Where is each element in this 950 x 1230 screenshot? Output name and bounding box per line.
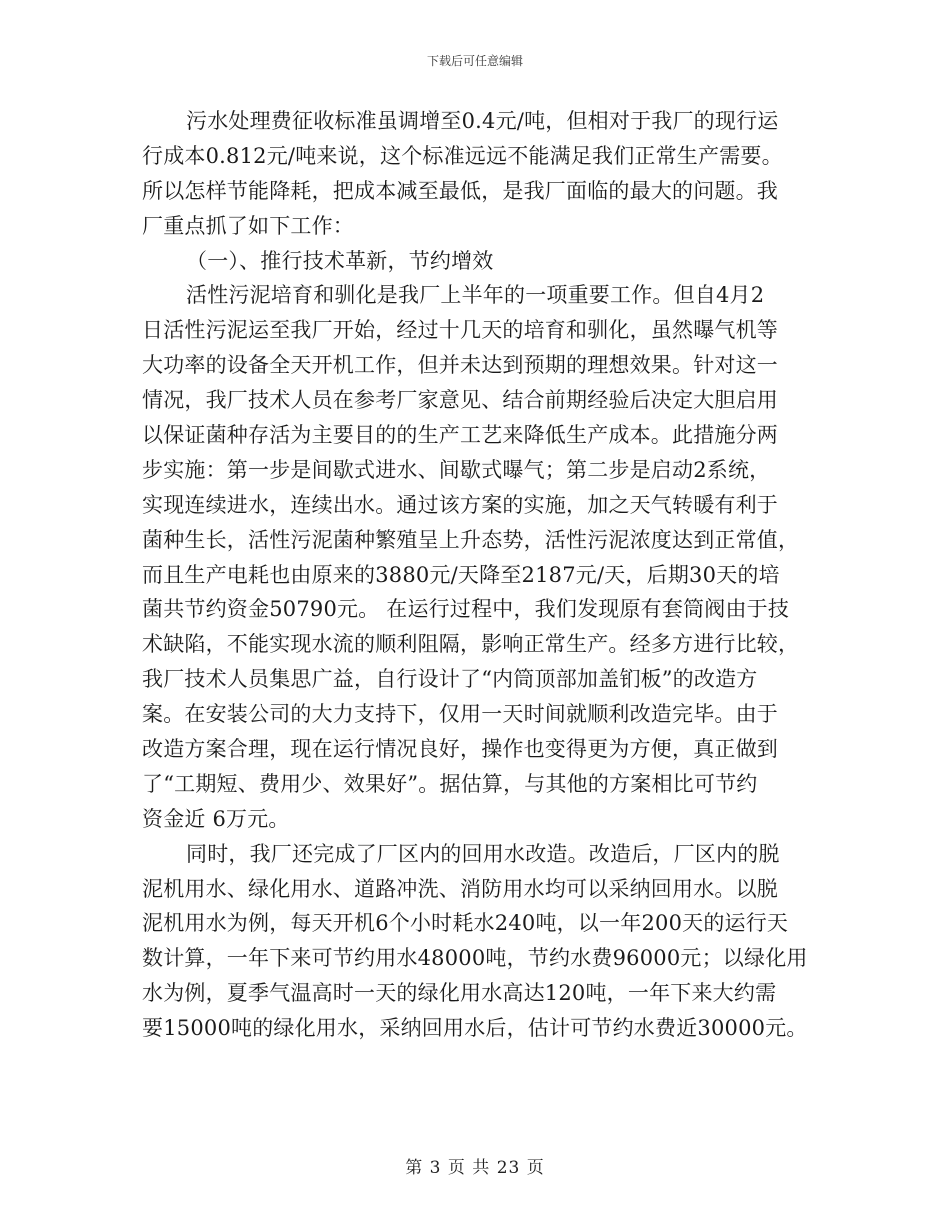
text-line: 而且生产电耗也由原来的3880元/天降至2187元/天，后期30天的培 (142, 562, 780, 587)
text-line: 改造方案合理，现在运行情况良好，操作也变得更为方便，真正做到 (142, 737, 778, 762)
text-line: 情况，我厂技术人员在参考厂家意见、结合前期经验后决定大胆启用 (142, 388, 778, 413)
text-line: 我厂技术人员集思广益，自行设计了“内筒顶部加盖钔板”的改造方 (142, 667, 758, 692)
text-line: 实现连续进水，连续出水。通过该方案的实施，加之天气转暖有利于 (142, 492, 778, 517)
text-line: 所以怎样节能降耗，把成本减至最低，是我厂面临的最大的问题。我 (142, 178, 778, 203)
text-line: 菌种生长，活性污泥菌种繁殖呈上升态势，活性污泥浓度达到正常值， (142, 527, 800, 552)
page-number-footer: 第 3 页 共 23 页 (405, 1158, 545, 1178)
text-line: 污水处理费征收标准虽调增至0.4元/吨，但相对于我厂的现行运 (186, 109, 779, 133)
text-line: 泥机用水为例，每天开机6个小时耗水240吨，以一年200天的运行天 (142, 911, 789, 936)
text-line: 术缺陷，不能实现水流的顺利阻隔，影响正常生产。经多方进行比较， (142, 632, 800, 657)
text-line: 大功率的设备全天开机工作，但并未达到预期的理想效果。针对这一 (142, 353, 778, 378)
text-line: 水为例，夏季气温高时一天的绿化用水高达120吨，一年下来大约需 (142, 981, 777, 1006)
text-line: 厂重点抓了如下工作： (142, 213, 354, 238)
section-heading-text: （一）、推行技术革新，节约增效 (186, 248, 494, 273)
text-line: 案。在安装公司的大力支持下，仅用一天时间就顺利改造完毕。由于 (142, 702, 778, 727)
paragraph-sludge (142, 278, 822, 836)
text-line: 数计算，一年下来可节约用水48000吨，节约水费96000元；以绿化用 (142, 946, 808, 971)
text-line: 了“工期短、费用少、效果好”。据估算，与其他的方案相比可节约 (142, 771, 758, 796)
text-line: 菌共节约资金50790元。 在运行过程中，我们发现原有套筒阀由于技 (142, 597, 790, 622)
text-line: 泥机用水、绿化用水、道路冲洗、消防用水均可以采纳回用水。以脱 (142, 876, 778, 901)
text-line: 要15000吨的绿化用水，采纳回用水后，估计可节约水费近30000元。 (142, 1016, 808, 1041)
paragraph-reuse-water (142, 837, 822, 1046)
text-line: 行成本0.812元/吨来说，这个标准远远不能满足我们正常生产需要。 (142, 143, 783, 168)
section-heading (142, 244, 822, 279)
paragraph-intro (142, 104, 822, 244)
text-line: 活性污泥培育和驯化是我厂上半年的一项重要工作。但自4月2 (186, 283, 765, 308)
text-line: 步实施：第一步是间歇式进水、间歇式曝气；第二步是启动2系统， (142, 457, 771, 482)
document-body (142, 104, 822, 1046)
page-header: 下载后可任意编辑 (426, 54, 523, 68)
text-line: 以保证菌种存活为主要目的的生产工艺来降低生产成本。此措施分两 (142, 423, 778, 448)
text-line: 日活性污泥运至我厂开始，经过十几天的培育和驯化，虽然曝气机等 (142, 318, 778, 343)
text-line: 资金近 6万元。 (142, 806, 290, 831)
text-line: 同时，我厂还完成了厂区内的回用水改造。改造后，厂区内的脱 (186, 841, 780, 866)
